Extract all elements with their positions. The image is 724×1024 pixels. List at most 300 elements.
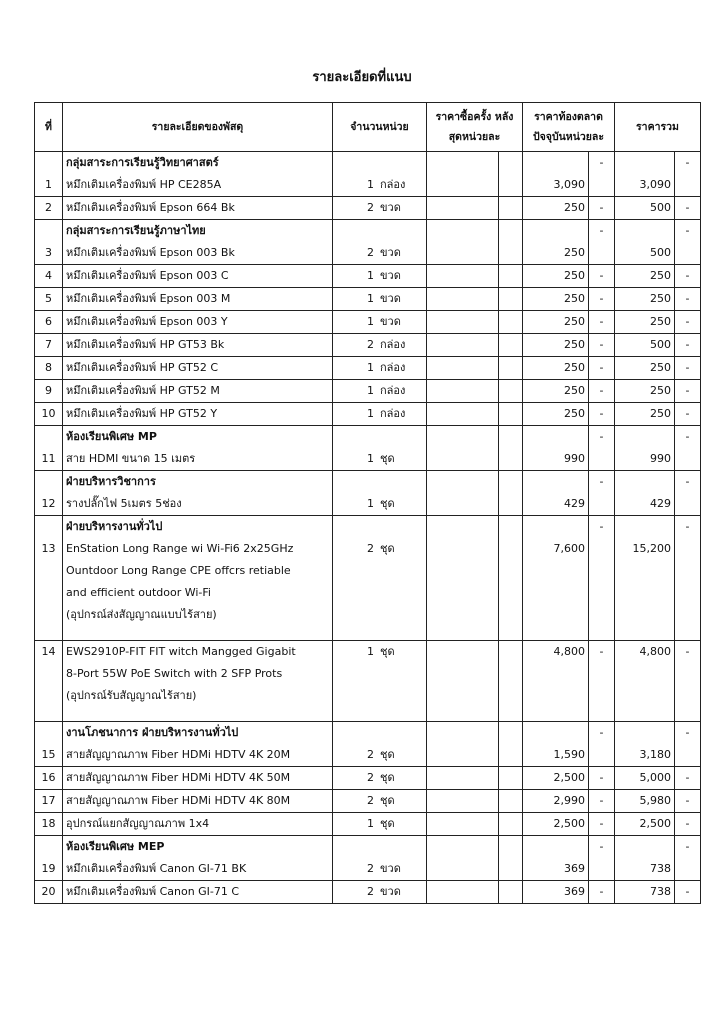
category-heading: ห้องเรียนพิเศษ MP bbox=[66, 430, 157, 443]
table-row bbox=[35, 516, 701, 641]
table-row bbox=[35, 426, 701, 471]
total-price bbox=[615, 641, 675, 722]
total-price bbox=[615, 471, 675, 516]
item-quantity bbox=[333, 220, 427, 265]
total-price-dash: - bbox=[685, 475, 690, 488]
last-price-satang bbox=[499, 641, 523, 722]
market-price-value: 3,090 bbox=[553, 178, 585, 191]
row-number-text: 13 bbox=[41, 542, 56, 555]
market-price-satang bbox=[589, 197, 615, 220]
quantity-value: 1 bbox=[367, 452, 374, 465]
item-description bbox=[63, 426, 333, 471]
item-quantity bbox=[333, 813, 427, 836]
total-price-satang bbox=[675, 813, 701, 836]
last-price bbox=[427, 152, 499, 197]
last-price bbox=[427, 288, 499, 311]
last-price bbox=[427, 197, 499, 220]
market-price bbox=[523, 813, 589, 836]
market-price bbox=[523, 767, 589, 790]
market-price-dash: - bbox=[599, 269, 604, 282]
total-price-satang bbox=[675, 197, 701, 220]
last-price bbox=[427, 813, 499, 836]
last-price-satang bbox=[499, 380, 523, 403]
header-description: รายละเอียดของพัสดุ bbox=[63, 103, 333, 152]
quantity-unit: ชุด bbox=[380, 771, 395, 784]
total-price-satang bbox=[675, 334, 701, 357]
item-description bbox=[63, 152, 333, 197]
row-number bbox=[35, 813, 63, 836]
market-price-dash: - bbox=[599, 885, 604, 898]
market-price-satang bbox=[589, 403, 615, 426]
quantity-value: 2 bbox=[367, 862, 374, 875]
total-price bbox=[615, 881, 675, 904]
total-price-satang bbox=[675, 767, 701, 790]
category-heading: ห้องเรียนพิเศษ MEP bbox=[66, 840, 165, 853]
description-line: หมึกเติมเครื่องพิมพ์ HP GT52 Y bbox=[66, 407, 218, 420]
row-number-text: 2 bbox=[45, 201, 52, 214]
market-price-satang bbox=[589, 334, 615, 357]
quantity-unit: กล่อง bbox=[380, 338, 406, 351]
market-price-value: 429 bbox=[564, 497, 585, 510]
market-price-dash: - bbox=[599, 338, 604, 351]
total-price-dash: - bbox=[685, 361, 690, 374]
item-quantity bbox=[333, 380, 427, 403]
market-price-value: 2,500 bbox=[553, 771, 585, 784]
last-price bbox=[427, 311, 499, 334]
row-number bbox=[35, 288, 63, 311]
total-price-value: 5,000 bbox=[639, 771, 671, 784]
total-price bbox=[615, 516, 675, 641]
description-line: หมึกเติมเครื่องพิมพ์ HP CE285A bbox=[66, 178, 222, 191]
market-price-satang bbox=[589, 790, 615, 813]
row-number-text: 14 bbox=[41, 645, 56, 658]
total-price bbox=[615, 334, 675, 357]
description-line: หมึกเติมเครื่องพิมพ์ Epson 003 Y bbox=[66, 315, 228, 328]
market-price bbox=[523, 152, 589, 197]
total-price-dash: - bbox=[685, 315, 690, 328]
total-price-dash: - bbox=[685, 430, 690, 443]
total-price bbox=[615, 357, 675, 380]
total-price-value: 500 bbox=[650, 246, 671, 259]
quantity-value: 2 bbox=[367, 338, 374, 351]
description-line: and efficient outdoor Wi-Fi bbox=[66, 586, 211, 599]
total-price bbox=[615, 790, 675, 813]
quantity-unit: ขวด bbox=[380, 269, 401, 282]
item-description bbox=[63, 265, 333, 288]
market-price-value: 369 bbox=[564, 885, 585, 898]
last-price-satang bbox=[499, 197, 523, 220]
header-last-price: ราคาซื้อครั้ง หลังสุดหน่วยละ bbox=[427, 103, 523, 152]
item-description bbox=[63, 881, 333, 904]
market-price-dash: - bbox=[599, 840, 604, 853]
last-price bbox=[427, 722, 499, 767]
header-quantity: จำนวนหน่วย bbox=[333, 103, 427, 152]
row-number-text: 8 bbox=[45, 361, 52, 374]
total-price-value: 250 bbox=[650, 292, 671, 305]
description-line: 8-Port 55W PoE Switch with 2 SFP Prots bbox=[66, 667, 283, 680]
last-price-satang bbox=[499, 265, 523, 288]
description-line: EnStation Long Range wi Wi-Fi6 2x25GHz bbox=[66, 542, 294, 555]
quantity-unit: กล่อง bbox=[380, 178, 406, 191]
total-price-dash: - bbox=[685, 384, 690, 397]
total-price-dash: - bbox=[685, 645, 690, 658]
quantity-unit: ขวด bbox=[380, 315, 401, 328]
total-price bbox=[615, 197, 675, 220]
total-price-value: 250 bbox=[650, 384, 671, 397]
total-price-satang bbox=[675, 311, 701, 334]
table-header-row bbox=[35, 103, 701, 152]
market-price-satang bbox=[589, 288, 615, 311]
market-price bbox=[523, 311, 589, 334]
last-price-satang bbox=[499, 836, 523, 881]
market-price-satang bbox=[589, 357, 615, 380]
total-price bbox=[615, 152, 675, 197]
total-price-value: 4,800 bbox=[639, 645, 671, 658]
total-price-dash: - bbox=[685, 771, 690, 784]
quantity-unit: ชุด bbox=[380, 794, 395, 807]
total-price bbox=[615, 836, 675, 881]
quantity-value: 2 bbox=[367, 885, 374, 898]
description-line: สายสัญญาณภาพ Fiber HDMi HDTV 4K 50M bbox=[66, 771, 291, 784]
last-price bbox=[427, 767, 499, 790]
market-price-satang bbox=[589, 265, 615, 288]
total-price bbox=[615, 767, 675, 790]
total-price-value: 15,200 bbox=[632, 542, 671, 555]
row-number bbox=[35, 357, 63, 380]
quantity-unit: ชุด bbox=[380, 542, 395, 555]
market-price-dash: - bbox=[599, 384, 604, 397]
total-price-satang bbox=[675, 288, 701, 311]
quantity-value: 1 bbox=[367, 178, 374, 191]
last-price-satang bbox=[499, 516, 523, 641]
market-price-satang bbox=[589, 767, 615, 790]
total-price-dash: - bbox=[685, 224, 690, 237]
total-price-satang bbox=[675, 265, 701, 288]
quantity-value: 2 bbox=[367, 771, 374, 784]
market-price bbox=[523, 426, 589, 471]
market-price-value: 250 bbox=[564, 292, 585, 305]
category-heading: กลุ่มสาระการเรียนรู้ภาษาไทย bbox=[66, 224, 206, 237]
last-price bbox=[427, 641, 499, 722]
description-line: หมึกเติมเครื่องพิมพ์ Epson 664 Bk bbox=[66, 201, 235, 214]
description-line: (อุปกรณ์ส่งสัญญาณแบบไร้สาย) bbox=[66, 608, 217, 621]
market-price bbox=[523, 288, 589, 311]
row-number bbox=[35, 220, 63, 265]
table-row bbox=[35, 265, 701, 288]
total-price-dash: - bbox=[685, 520, 690, 533]
quantity-unit: ขวด bbox=[380, 885, 401, 898]
market-price bbox=[523, 881, 589, 904]
table-row bbox=[35, 288, 701, 311]
market-price-value: 7,600 bbox=[553, 542, 585, 555]
table-row bbox=[35, 357, 701, 380]
last-price-satang bbox=[499, 357, 523, 380]
market-price-value: 250 bbox=[564, 361, 585, 374]
item-quantity bbox=[333, 836, 427, 881]
item-description bbox=[63, 790, 333, 813]
total-price-value: 500 bbox=[650, 338, 671, 351]
last-price-satang bbox=[499, 471, 523, 516]
last-price bbox=[427, 357, 499, 380]
market-price-value: 250 bbox=[564, 384, 585, 397]
market-price-dash: - bbox=[599, 726, 604, 739]
row-number bbox=[35, 152, 63, 197]
last-price bbox=[427, 403, 499, 426]
quantity-value: 2 bbox=[367, 794, 374, 807]
market-price-satang bbox=[589, 471, 615, 516]
category-heading: กลุ่มสาระการเรียนรู้วิทยาศาสตร์ bbox=[66, 156, 219, 169]
market-price-dash: - bbox=[599, 407, 604, 420]
market-price-dash: - bbox=[599, 201, 604, 214]
last-price bbox=[427, 836, 499, 881]
market-price-dash: - bbox=[599, 315, 604, 328]
last-price-satang bbox=[499, 881, 523, 904]
total-price-dash: - bbox=[685, 885, 690, 898]
row-number-text: 5 bbox=[45, 292, 52, 305]
category-heading: งานโภชนาการ ฝ่ายบริหารงานทั่วไป bbox=[66, 726, 239, 739]
table-row bbox=[35, 881, 701, 904]
table-row bbox=[35, 334, 701, 357]
table-row bbox=[35, 197, 701, 220]
total-price bbox=[615, 722, 675, 767]
quantity-value: 1 bbox=[367, 292, 374, 305]
row-number-text: 1 bbox=[45, 178, 52, 191]
table-row bbox=[35, 403, 701, 426]
market-price-value: 250 bbox=[564, 269, 585, 282]
row-number bbox=[35, 311, 63, 334]
market-price-value: 4,800 bbox=[553, 645, 585, 658]
quantity-value: 1 bbox=[367, 361, 374, 374]
row-number-text: 20 bbox=[41, 885, 56, 898]
market-price-satang bbox=[589, 516, 615, 641]
item-description bbox=[63, 288, 333, 311]
total-price-dash: - bbox=[685, 726, 690, 739]
total-price-value: 250 bbox=[650, 361, 671, 374]
row-number bbox=[35, 197, 63, 220]
table-row bbox=[35, 220, 701, 265]
quantity-value: 1 bbox=[367, 817, 374, 830]
total-price-dash: - bbox=[685, 817, 690, 830]
last-price bbox=[427, 220, 499, 265]
market-price bbox=[523, 357, 589, 380]
total-price-dash: - bbox=[685, 840, 690, 853]
quantity-unit: ชุด bbox=[380, 817, 395, 830]
market-price-value: 369 bbox=[564, 862, 585, 875]
description-line: สายสัญญาณภาพ Fiber HDMi HDTV 4K 20M bbox=[66, 748, 291, 761]
quantity-unit: กล่อง bbox=[380, 407, 406, 420]
row-number-text: 12 bbox=[41, 497, 56, 510]
market-price-dash: - bbox=[599, 645, 604, 658]
description-line: สายสัญญาณภาพ Fiber HDMi HDTV 4K 80M bbox=[66, 794, 291, 807]
table-row bbox=[35, 152, 701, 197]
last-price-satang bbox=[499, 288, 523, 311]
market-price-dash: - bbox=[599, 430, 604, 443]
total-price-dash: - bbox=[685, 292, 690, 305]
last-price bbox=[427, 426, 499, 471]
table-row bbox=[35, 471, 701, 516]
market-price-satang bbox=[589, 426, 615, 471]
total-price-satang bbox=[675, 516, 701, 641]
header-market-price: ราคาท้องตลาด ปัจจุบันหน่วยละ bbox=[523, 103, 615, 152]
row-number-text: 3 bbox=[45, 246, 52, 259]
total-price-dash: - bbox=[685, 407, 690, 420]
row-number bbox=[35, 426, 63, 471]
total-price-value: 429 bbox=[650, 497, 671, 510]
total-price-value: 3,180 bbox=[639, 748, 671, 761]
market-price bbox=[523, 220, 589, 265]
item-quantity bbox=[333, 767, 427, 790]
market-price-value: 2,990 bbox=[553, 794, 585, 807]
market-price bbox=[523, 380, 589, 403]
total-price-value: 738 bbox=[650, 885, 671, 898]
market-price-satang bbox=[589, 220, 615, 265]
last-price-satang bbox=[499, 403, 523, 426]
description-line: (อุปกรณ์รับสัญญาณไร้สาย) bbox=[66, 689, 197, 702]
quantity-unit: ขวด bbox=[380, 292, 401, 305]
item-quantity bbox=[333, 881, 427, 904]
market-price-dash: - bbox=[599, 817, 604, 830]
last-price bbox=[427, 334, 499, 357]
table-row bbox=[35, 380, 701, 403]
total-price bbox=[615, 220, 675, 265]
market-price-satang bbox=[589, 881, 615, 904]
item-description bbox=[63, 836, 333, 881]
market-price-dash: - bbox=[599, 156, 604, 169]
row-number bbox=[35, 881, 63, 904]
market-price-dash: - bbox=[599, 520, 604, 533]
market-price-value: 2,500 bbox=[553, 817, 585, 830]
quantity-value: 2 bbox=[367, 201, 374, 214]
total-price-satang bbox=[675, 403, 701, 426]
market-price-dash: - bbox=[599, 224, 604, 237]
quantity-value: 1 bbox=[367, 269, 374, 282]
row-number-text: 9 bbox=[45, 384, 52, 397]
last-price-satang bbox=[499, 152, 523, 197]
market-price bbox=[523, 790, 589, 813]
market-price-value: 250 bbox=[564, 246, 585, 259]
last-price-satang bbox=[499, 220, 523, 265]
row-number bbox=[35, 516, 63, 641]
item-quantity bbox=[333, 790, 427, 813]
row-number-text: 16 bbox=[41, 771, 56, 784]
quantity-unit: ขวด bbox=[380, 862, 401, 875]
quantity-value: 1 bbox=[367, 315, 374, 328]
row-number bbox=[35, 471, 63, 516]
total-price-value: 2,500 bbox=[639, 817, 671, 830]
market-price bbox=[523, 641, 589, 722]
item-description bbox=[63, 813, 333, 836]
table-row bbox=[35, 813, 701, 836]
quantity-unit: กล่อง bbox=[380, 361, 406, 374]
item-description bbox=[63, 722, 333, 767]
item-description bbox=[63, 311, 333, 334]
last-price bbox=[427, 516, 499, 641]
market-price bbox=[523, 722, 589, 767]
description-line: หมึกเติมเครื่องพิมพ์ Epson 003 C bbox=[66, 269, 229, 282]
row-number bbox=[35, 334, 63, 357]
row-number bbox=[35, 403, 63, 426]
table-row bbox=[35, 767, 701, 790]
total-price-satang bbox=[675, 426, 701, 471]
item-description bbox=[63, 357, 333, 380]
total-price-value: 738 bbox=[650, 862, 671, 875]
item-quantity bbox=[333, 403, 427, 426]
market-price-dash: - bbox=[599, 794, 604, 807]
total-price-value: 250 bbox=[650, 407, 671, 420]
item-quantity bbox=[333, 197, 427, 220]
description-line: อุปกรณ์แยกสัญญาณภาพ 1x4 bbox=[66, 817, 210, 830]
market-price-dash: - bbox=[599, 361, 604, 374]
total-price bbox=[615, 426, 675, 471]
last-price-satang bbox=[499, 790, 523, 813]
item-description bbox=[63, 471, 333, 516]
item-description bbox=[63, 403, 333, 426]
last-price bbox=[427, 471, 499, 516]
total-price-satang bbox=[675, 357, 701, 380]
market-price-satang bbox=[589, 380, 615, 403]
total-price-satang bbox=[675, 641, 701, 722]
total-price-value: 500 bbox=[650, 201, 671, 214]
description-line: Ountdoor Long Range CPE offcrs retiable bbox=[66, 564, 291, 577]
market-price-value: 250 bbox=[564, 338, 585, 351]
market-price-satang bbox=[589, 836, 615, 881]
row-number-text: 15 bbox=[41, 748, 56, 761]
table-row bbox=[35, 836, 701, 881]
item-description bbox=[63, 767, 333, 790]
market-price bbox=[523, 471, 589, 516]
last-price-satang bbox=[499, 722, 523, 767]
item-quantity bbox=[333, 722, 427, 767]
category-heading: ฝ่ายบริหารงานทั่วไป bbox=[66, 520, 163, 533]
market-price bbox=[523, 836, 589, 881]
item-quantity bbox=[333, 426, 427, 471]
description-line: รางปลั๊กไฟ 5เมตร 5ช่อง bbox=[66, 497, 182, 510]
total-price-value: 250 bbox=[650, 315, 671, 328]
row-number-text: 11 bbox=[41, 452, 56, 465]
quantity-unit: ชุด bbox=[380, 452, 395, 465]
total-price-value: 250 bbox=[650, 269, 671, 282]
quantity-value: 2 bbox=[367, 542, 374, 555]
total-price-satang bbox=[675, 152, 701, 197]
description-line: หมึกเติมเครื่องพิมพ์ Canon GI-71 BK bbox=[66, 862, 247, 875]
description-line: หมึกเติมเครื่องพิมพ์ Epson 003 M bbox=[66, 292, 231, 305]
total-price bbox=[615, 403, 675, 426]
total-price-value: 990 bbox=[650, 452, 671, 465]
row-number bbox=[35, 265, 63, 288]
table-body bbox=[35, 152, 701, 904]
item-description bbox=[63, 380, 333, 403]
total-price bbox=[615, 311, 675, 334]
quantity-value: 2 bbox=[367, 246, 374, 259]
total-price-satang bbox=[675, 722, 701, 767]
last-price-satang bbox=[499, 426, 523, 471]
item-quantity bbox=[333, 311, 427, 334]
item-quantity bbox=[333, 288, 427, 311]
market-price-satang bbox=[589, 813, 615, 836]
total-price-satang bbox=[675, 380, 701, 403]
quantity-value: 1 bbox=[367, 645, 374, 658]
market-price bbox=[523, 197, 589, 220]
row-number bbox=[35, 767, 63, 790]
total-price bbox=[615, 288, 675, 311]
total-price-satang bbox=[675, 471, 701, 516]
row-number-text: 10 bbox=[41, 407, 56, 420]
row-number-text: 19 bbox=[41, 862, 56, 875]
item-quantity bbox=[333, 334, 427, 357]
item-description bbox=[63, 516, 333, 641]
table-row bbox=[35, 641, 701, 722]
last-price bbox=[427, 881, 499, 904]
